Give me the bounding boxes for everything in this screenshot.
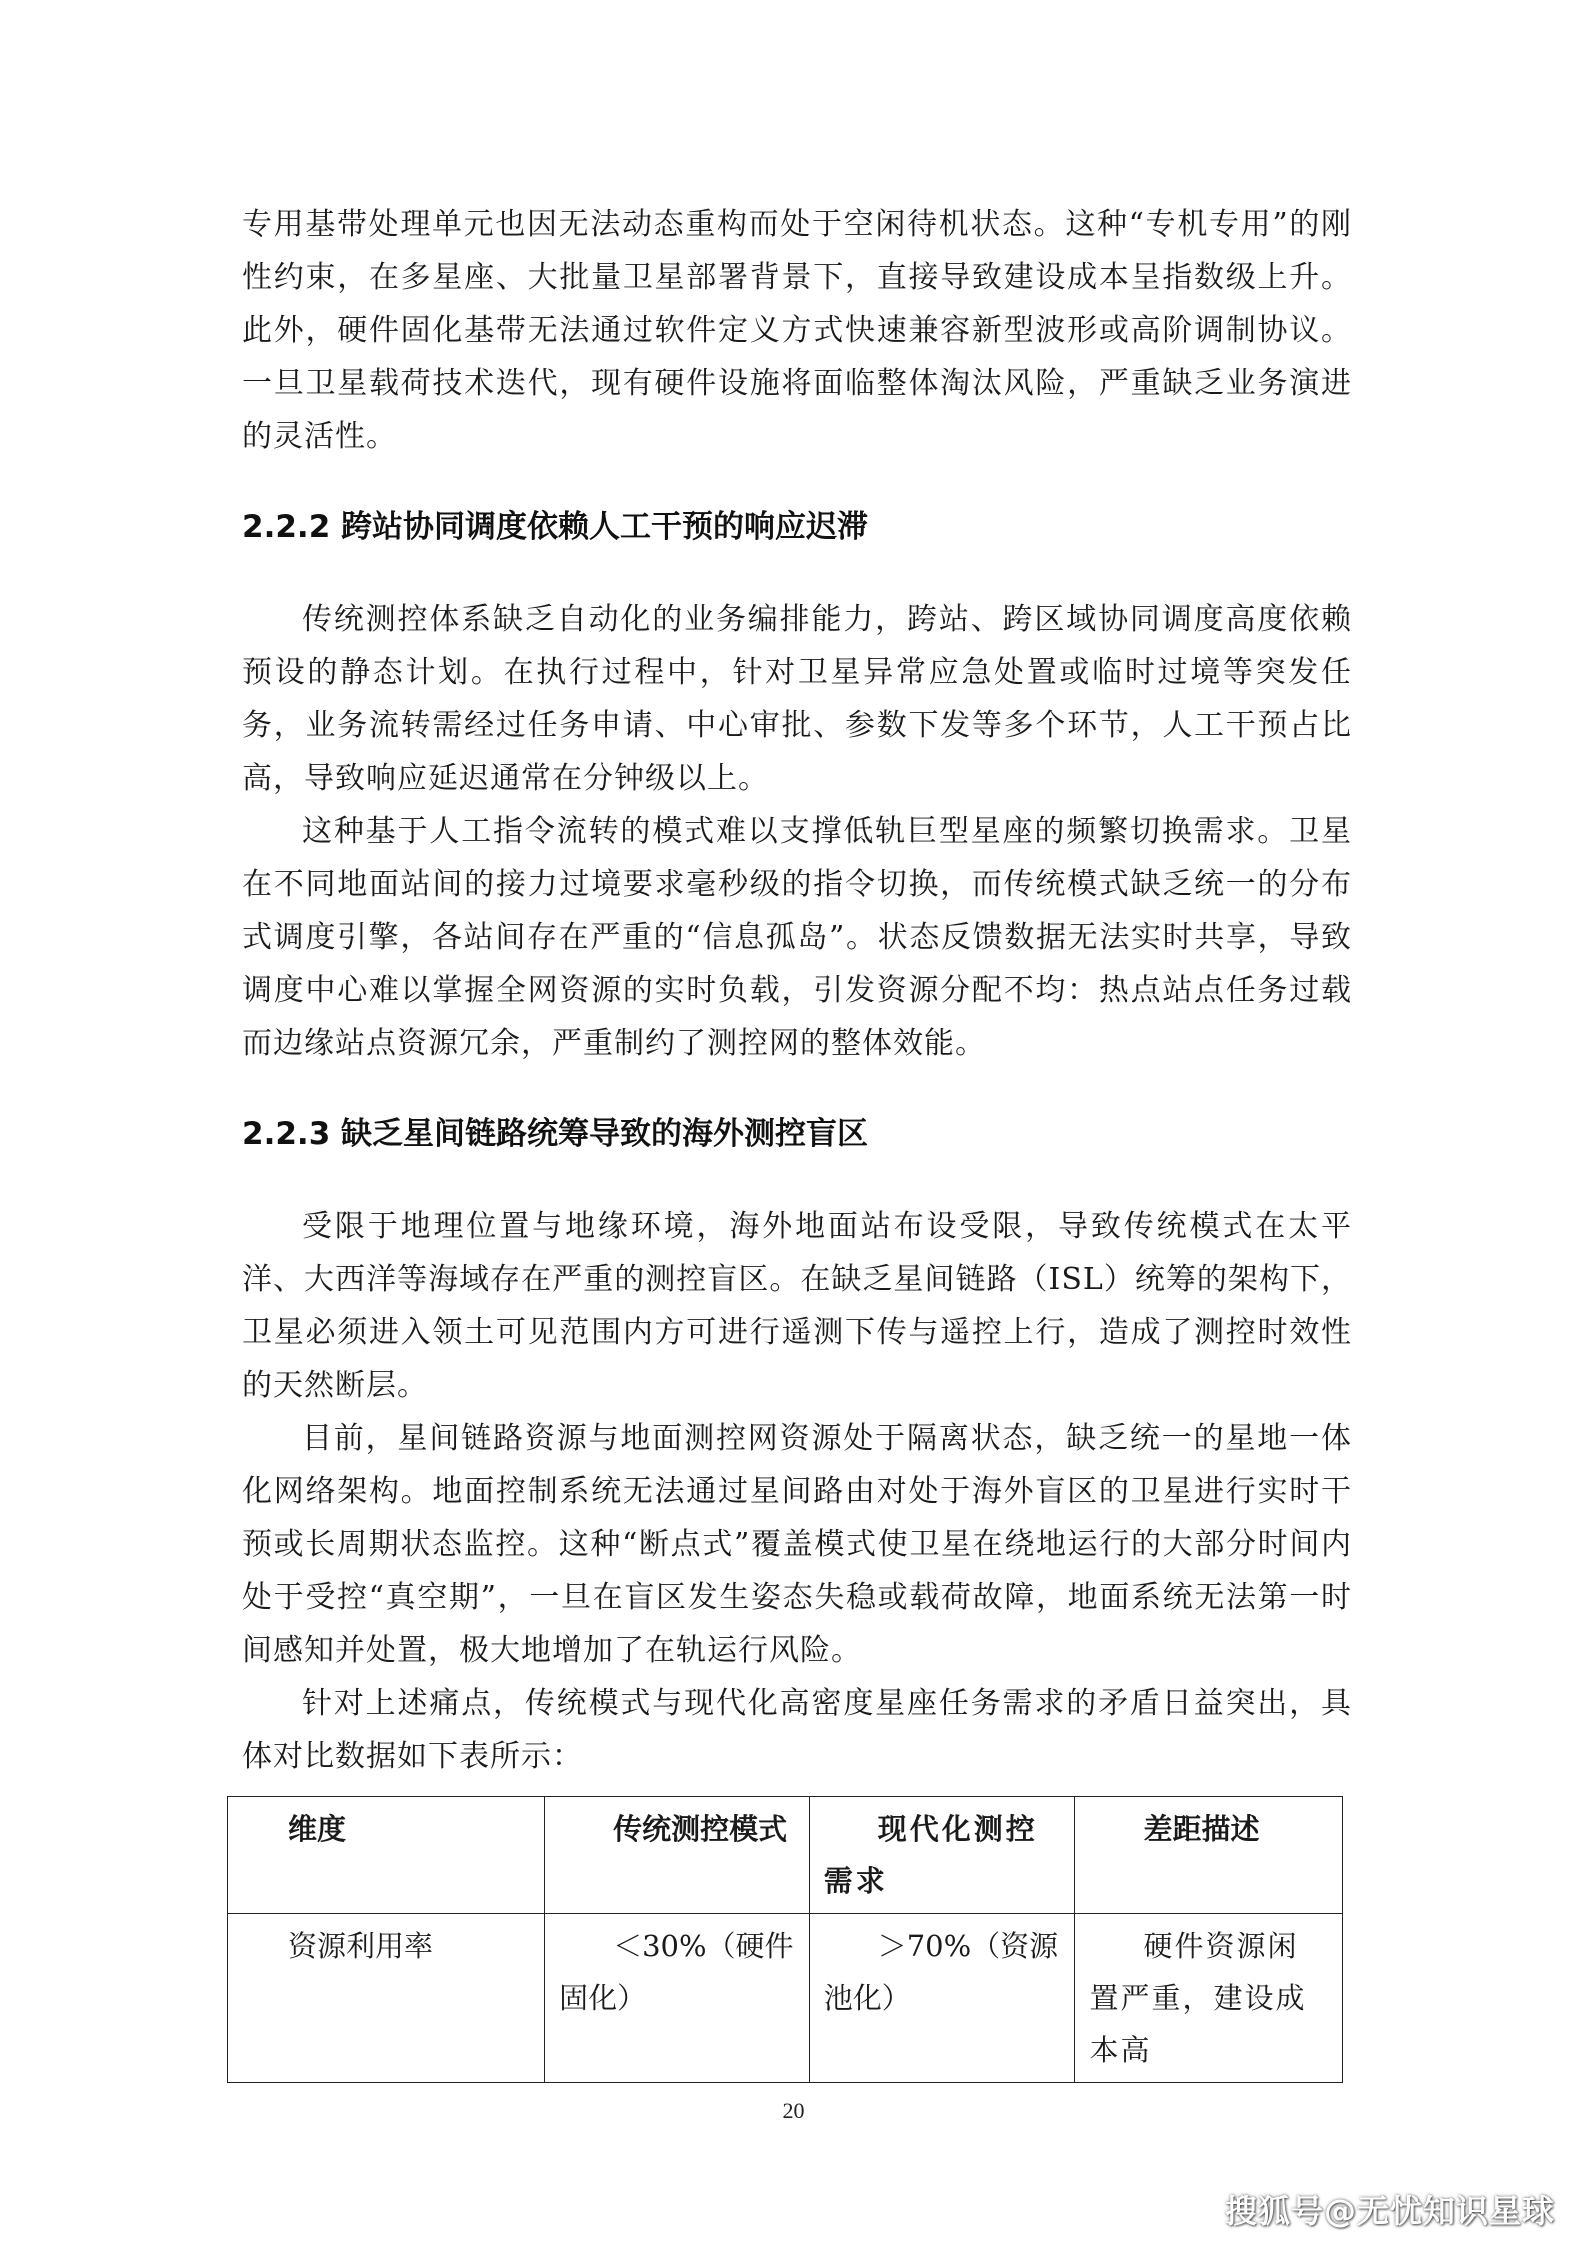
table-cell: 资源利用率 (228, 1914, 545, 2083)
table-header-cell: 差距描述 (1075, 1797, 1343, 1914)
paragraph-2-2-2-2: 这种基于人工指令流转的模式难以支撑低轨巨型星座的频繁切换需求。卫星在不同地面站间的接力过境要求毫秒级的指令切换，而传统模式缺乏统一的分布式调度引擎，各站间存在严重的“信息孤岛”。状态反馈数据无法实时共享，导致调度中心难以掌握全网资源的实时负载，引发资源分配不均：热点站点任务过载而边缘站点资源冗余，严重制约了测控网的整体效能。 (242, 814, 1352, 1061)
table-header-cell: 传统测控模式 (545, 1797, 810, 1914)
document-body (242, 198, 1352, 1783)
paragraph-2-2-3-2: 目前，星间链路资源与地面测控网资源处于隔离状态，缺乏统一的星地一体化网络架构。地面控制系统无法通过星间路由对处于海外盲区的卫星进行实时干预或长周期状态监控。这种“断点式”覆盖模式使卫星在绕地运行的大部分时间内处于受控“真空期”，一旦在盲区发生姿态失稳或载荷故障，地面系统无法第一时间感知并处置，极大地增加了在轨运行风险。 (242, 1421, 1352, 1668)
paragraph-2-2-3-3: 针对上述痛点，传统模式与现代化高密度星座任务需求的矛盾日益突出，具体对比数据如下表所示： (242, 1686, 1352, 1774)
section-heading-2-2-2: 2.2.2 跨站协同调度依赖人工干预的响应迟滞 (242, 509, 869, 545)
table-cell: ＜30%（硬件固化） (545, 1914, 810, 2083)
table-cell: 硬件资源闲置严重，建设成本高 (1075, 1914, 1343, 2083)
watermark: 搜狐号@无忧知识星球 (1224, 2192, 1555, 2230)
table-header-cell: 现代化测控需求 (809, 1797, 1075, 1914)
section-heading-2-2-3: 2.2.3 缺乏星间链路统筹导致的海外测控盲区 (242, 1116, 869, 1152)
table-cell: ＞70%（资源池化） (809, 1914, 1075, 2083)
table-header-cell: 维度 (228, 1797, 545, 1914)
table-row (228, 1914, 1343, 2083)
paragraph-intro: 专用基带处理单元也因无法动态重构而处于空闲待机状态。这种“专机专用”的刚性约束，在多星座、大批量卫星部署背景下，直接导致建设成本呈指数级上升。此外，硬件固化基带无法通过软件定义方式快速兼容新型波形或高阶调制协议。一旦卫星载荷技术迭代，现有硬件设施将面临整体淘汰风险，严重缺乏业务演进的灵活性。 (242, 207, 1352, 454)
table-header-row (228, 1797, 1343, 1914)
page-number: 20 (782, 2098, 805, 2123)
paragraph-2-2-2-1: 传统测控体系缺乏自动化的业务编排能力，跨站、跨区域协同调度高度依赖预设的静态计划。在执行过程中，针对卫星异常应急处置或临时过境等突发任务，业务流转需经过任务申请、中心审批、参数下发等多个环节，人工干预占比高，导致响应延迟通常在分钟级以上。 (242, 602, 1352, 796)
paragraph-2-2-3-1: 受限于地理位置与地缘环境，海外地面站布设受限，导致传统模式在太平洋、大西洋等海域存在严重的测控盲区。在缺乏星间链路（ISL）统筹的架构下，卫星必须进入领土可见范围内方可进行遥测下传与遥控上行，造成了测控时效性的天然断层。 (242, 1209, 1352, 1403)
comparison-table (227, 1796, 1343, 2083)
